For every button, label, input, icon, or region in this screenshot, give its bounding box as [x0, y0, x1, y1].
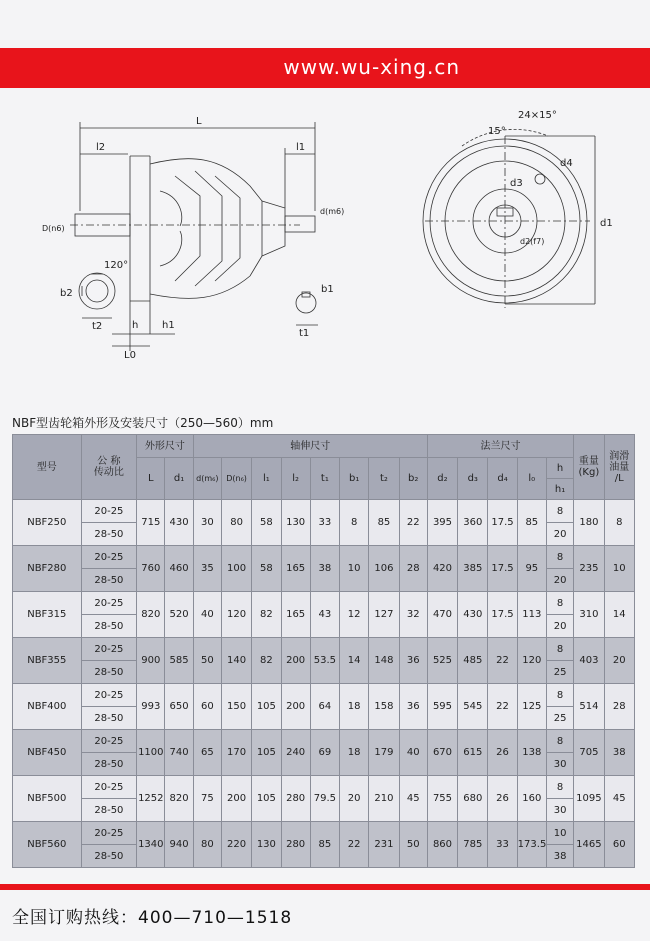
cell-value: 53.5 — [310, 638, 339, 684]
cell-value: 82 — [252, 638, 281, 684]
order-hotline: 全国订购热线：400—710—1518 — [12, 908, 293, 928]
cell-value: 80 — [193, 822, 221, 868]
cell-value: 140 — [221, 638, 251, 684]
cell-value: 545 — [458, 684, 488, 730]
cell-value: 900 — [137, 638, 165, 684]
cell-value: 740 — [165, 730, 193, 776]
cell-ratio: 20-25 — [81, 822, 137, 845]
cell-value: 58 — [252, 546, 281, 592]
cell-h: 10 — [546, 822, 573, 845]
cell-value: 20 — [340, 776, 369, 822]
table-title: NBF型齿轮箱外形及安装尺寸（250—560）mm — [12, 416, 274, 430]
cell-h: 8 — [546, 684, 573, 707]
dim-b2: b2 — [60, 288, 73, 299]
cell-value: 170 — [221, 730, 251, 776]
cell-value: 165 — [281, 546, 310, 592]
cell-value: 240 — [281, 730, 310, 776]
cell-value: 18 — [340, 684, 369, 730]
cell-value: 430 — [165, 500, 193, 546]
cell-oil: 60 — [604, 822, 634, 868]
cell-value: 60 — [193, 684, 221, 730]
cell-value: 50 — [193, 638, 221, 684]
cell-value: 79.5 — [310, 776, 339, 822]
col-h1: h₁ — [546, 479, 573, 500]
cell-value: 173.5 — [517, 822, 546, 868]
cell-value: 1252 — [137, 776, 165, 822]
angle-120: 120° — [104, 260, 129, 271]
cell-model: NBF500 — [13, 776, 82, 822]
header-oil: 润滑 油量 /L — [604, 435, 634, 500]
col-h: h — [546, 458, 573, 479]
table-row — [13, 638, 635, 661]
cell-value: 105 — [252, 684, 281, 730]
cell-value: 360 — [458, 500, 488, 546]
cell-value: 200 — [221, 776, 251, 822]
cell-value: 820 — [165, 776, 193, 822]
cell-value: 69 — [310, 730, 339, 776]
table-row — [13, 822, 635, 845]
cell-value: 82 — [252, 592, 281, 638]
cell-value: 1100 — [137, 730, 165, 776]
cell-value: 127 — [369, 592, 399, 638]
cell-value: 17.5 — [488, 500, 517, 546]
cell-value: 106 — [369, 546, 399, 592]
col-d2: d₂ — [427, 458, 457, 500]
cell-value: 12 — [340, 592, 369, 638]
pattern-24x15: 24×15° — [518, 110, 557, 121]
site-url[interactable]: www.wu-xing.cn — [283, 55, 460, 79]
col-L: L — [137, 458, 165, 500]
header-outline: 外形尺寸 — [137, 435, 194, 458]
col-l1: l₁ — [252, 458, 281, 500]
cell-value: 595 — [427, 684, 457, 730]
cell-value: 200 — [281, 684, 310, 730]
cell-value: 165 — [281, 592, 310, 638]
cell-value: 28 — [399, 546, 427, 592]
dim-t2: t2 — [92, 321, 103, 332]
technical-drawing — [0, 96, 650, 396]
cell-ratio: 28-50 — [81, 845, 137, 868]
cell-h: 25 — [546, 661, 573, 684]
table-row — [13, 592, 635, 615]
header-flange: 法兰尺寸 — [427, 435, 573, 458]
cell-model: NBF315 — [13, 592, 82, 638]
cell-ratio: 20-25 — [81, 684, 137, 707]
cell-value: 8 — [340, 500, 369, 546]
cell-value: 113 — [517, 592, 546, 638]
col-d3: d₃ — [458, 458, 488, 500]
cell-value: 22 — [399, 500, 427, 546]
cell-weight: 403 — [574, 638, 604, 684]
col-dm6: d(m₆) — [193, 458, 221, 500]
cell-ratio: 20-25 — [81, 546, 137, 569]
cell-ratio: 28-50 — [81, 753, 137, 776]
table-body — [13, 500, 635, 868]
col-l0: l₀ — [517, 458, 546, 500]
dim-d3: d3 — [510, 178, 523, 189]
cell-value: 150 — [221, 684, 251, 730]
cell-h: 20 — [546, 523, 573, 546]
cell-value: 17.5 — [488, 592, 517, 638]
dim-l2: l2 — [96, 142, 106, 153]
cell-value: 148 — [369, 638, 399, 684]
header-shaft: 轴伸尺寸 — [193, 435, 427, 458]
top-banner — [0, 48, 650, 88]
table-row — [13, 684, 635, 707]
cell-value: 85 — [517, 500, 546, 546]
col-d1: d₁ — [165, 458, 193, 500]
cell-value: 38 — [310, 546, 339, 592]
cell-value: 485 — [458, 638, 488, 684]
cell-value: 210 — [369, 776, 399, 822]
cell-value: 525 — [427, 638, 457, 684]
col-b2: b₂ — [399, 458, 427, 500]
cell-value: 385 — [458, 546, 488, 592]
col-l2: l₂ — [281, 458, 310, 500]
cell-value: 760 — [137, 546, 165, 592]
cell-weight: 514 — [574, 684, 604, 730]
col-b1: b₁ — [340, 458, 369, 500]
cell-value: 715 — [137, 500, 165, 546]
cell-value: 395 — [427, 500, 457, 546]
cell-value: 80 — [221, 500, 251, 546]
cell-h: 20 — [546, 569, 573, 592]
cell-model: NBF280 — [13, 546, 82, 592]
cell-model: NBF400 — [13, 684, 82, 730]
cell-oil: 10 — [604, 546, 634, 592]
cell-value: 179 — [369, 730, 399, 776]
cell-weight: 235 — [574, 546, 604, 592]
cell-h: 38 — [546, 845, 573, 868]
cell-value: 26 — [488, 776, 517, 822]
cell-weight: 180 — [574, 500, 604, 546]
cell-value: 520 — [165, 592, 193, 638]
dimension-table — [12, 434, 635, 868]
col-t1: t₁ — [310, 458, 339, 500]
cell-value: 65 — [193, 730, 221, 776]
cell-value: 33 — [488, 822, 517, 868]
cell-model: NBF355 — [13, 638, 82, 684]
cell-value: 785 — [458, 822, 488, 868]
cell-model: NBF450 — [13, 730, 82, 776]
cell-value: 22 — [340, 822, 369, 868]
cell-value: 43 — [310, 592, 339, 638]
cell-value: 430 — [458, 592, 488, 638]
cell-value: 420 — [427, 546, 457, 592]
cell-oil: 38 — [604, 730, 634, 776]
cell-ratio: 20-25 — [81, 592, 137, 615]
angle-15: 15° — [488, 126, 506, 137]
header-ratio: 公 称 传动比 — [81, 435, 137, 500]
cell-ratio: 20-25 — [81, 776, 137, 799]
cell-weight: 1465 — [574, 822, 604, 868]
header-weight: 重量 (Kg) — [574, 435, 604, 500]
cell-value: 75 — [193, 776, 221, 822]
cell-oil: 8 — [604, 500, 634, 546]
cell-value: 860 — [427, 822, 457, 868]
cell-h: 30 — [546, 753, 573, 776]
cell-value: 58 — [252, 500, 281, 546]
cell-value: 158 — [369, 684, 399, 730]
cell-h: 30 — [546, 799, 573, 822]
cell-value: 22 — [488, 638, 517, 684]
cell-value: 615 — [458, 730, 488, 776]
cell-value: 105 — [252, 730, 281, 776]
cell-model: NBF560 — [13, 822, 82, 868]
footer-bar — [0, 884, 650, 890]
dim-L: L — [196, 116, 202, 127]
cell-ratio: 20-25 — [81, 638, 137, 661]
cell-value: 130 — [252, 822, 281, 868]
cell-value: 280 — [281, 822, 310, 868]
cell-h: 8 — [546, 776, 573, 799]
cell-ratio: 20-25 — [81, 730, 137, 753]
cell-weight: 705 — [574, 730, 604, 776]
cell-value: 40 — [193, 592, 221, 638]
dim-d2f7: d2(f7) — [520, 237, 545, 246]
table-row — [13, 730, 635, 753]
cell-value: 460 — [165, 546, 193, 592]
cell-value: 35 — [193, 546, 221, 592]
cell-h: 8 — [546, 546, 573, 569]
cell-value: 50 — [399, 822, 427, 868]
dim-t1: t1 — [299, 328, 310, 339]
col-d4: d₄ — [488, 458, 517, 500]
cell-value: 200 — [281, 638, 310, 684]
cell-h: 8 — [546, 592, 573, 615]
cell-value: 18 — [340, 730, 369, 776]
cell-weight: 1095 — [574, 776, 604, 822]
cell-value: 33 — [310, 500, 339, 546]
cell-ratio: 28-50 — [81, 615, 137, 638]
cell-value: 125 — [517, 684, 546, 730]
cell-weight: 310 — [574, 592, 604, 638]
cell-value: 14 — [340, 638, 369, 684]
cell-value: 32 — [399, 592, 427, 638]
cell-model: NBF250 — [13, 500, 82, 546]
dim-L0: L0 — [124, 350, 136, 361]
cell-h: 8 — [546, 730, 573, 753]
table-row — [13, 546, 635, 569]
cell-value: 820 — [137, 592, 165, 638]
dim-d1: d1 — [600, 218, 613, 229]
header-model: 型号 — [13, 435, 82, 500]
cell-value: 670 — [427, 730, 457, 776]
col-Dn6: D(n₆) — [221, 458, 251, 500]
cell-h: 8 — [546, 638, 573, 661]
col-t2: t₂ — [369, 458, 399, 500]
cell-value: 585 — [165, 638, 193, 684]
cell-value: 138 — [517, 730, 546, 776]
cell-value: 36 — [399, 638, 427, 684]
cell-value: 220 — [221, 822, 251, 868]
cell-ratio: 28-50 — [81, 799, 137, 822]
cell-value: 85 — [310, 822, 339, 868]
dim-h1: h1 — [162, 320, 175, 331]
cell-value: 105 — [252, 776, 281, 822]
table-row — [13, 500, 635, 523]
cell-value: 95 — [517, 546, 546, 592]
cell-value: 120 — [517, 638, 546, 684]
cell-value: 26 — [488, 730, 517, 776]
cell-value: 36 — [399, 684, 427, 730]
dim-dm6: d(m6) — [320, 207, 345, 216]
table-row — [13, 776, 635, 799]
cell-value: 470 — [427, 592, 457, 638]
cell-value: 231 — [369, 822, 399, 868]
dim-h: h — [132, 320, 139, 331]
cell-oil: 20 — [604, 638, 634, 684]
cell-h: 8 — [546, 500, 573, 523]
cell-oil: 28 — [604, 684, 634, 730]
cell-ratio: 28-50 — [81, 569, 137, 592]
cell-ratio: 28-50 — [81, 523, 137, 546]
cell-h: 20 — [546, 615, 573, 638]
cell-value: 17.5 — [488, 546, 517, 592]
cell-value: 40 — [399, 730, 427, 776]
cell-value: 160 — [517, 776, 546, 822]
cell-ratio: 20-25 — [81, 500, 137, 523]
cell-value: 85 — [369, 500, 399, 546]
cell-value: 280 — [281, 776, 310, 822]
cell-value: 755 — [427, 776, 457, 822]
cell-value: 22 — [488, 684, 517, 730]
cell-ratio: 28-50 — [81, 707, 137, 730]
dim-b1: b1 — [321, 284, 334, 295]
cell-value: 993 — [137, 684, 165, 730]
cell-value: 650 — [165, 684, 193, 730]
cell-value: 680 — [458, 776, 488, 822]
cell-value: 64 — [310, 684, 339, 730]
dim-Dn6: D(n6) — [42, 224, 65, 233]
cell-value: 130 — [281, 500, 310, 546]
dim-l1: l1 — [296, 142, 306, 153]
cell-value: 45 — [399, 776, 427, 822]
cell-value: 10 — [340, 546, 369, 592]
cell-value: 1340 — [137, 822, 165, 868]
cell-value: 120 — [221, 592, 251, 638]
cell-value: 940 — [165, 822, 193, 868]
cell-value: 100 — [221, 546, 251, 592]
dim-d4: d4 — [560, 158, 573, 169]
cell-h: 25 — [546, 707, 573, 730]
cell-oil: 14 — [604, 592, 634, 638]
cell-value: 30 — [193, 500, 221, 546]
cell-oil: 45 — [604, 776, 634, 822]
cell-ratio: 28-50 — [81, 661, 137, 684]
